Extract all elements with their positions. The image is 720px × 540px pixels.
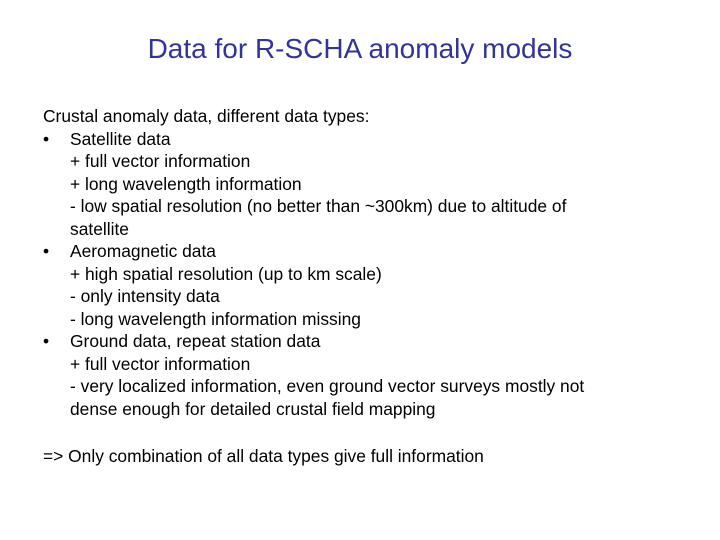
bullet-icon: • bbox=[43, 128, 50, 149]
bullet-icon: • bbox=[43, 241, 50, 261]
sub-line: - long wavelength information missing bbox=[70, 308, 361, 329]
sub-line: - only intensity data bbox=[70, 286, 220, 306]
bullet-label: Ground data, repeat station data bbox=[70, 331, 321, 351]
conclusion-text: => Only combination of all data types give full information bbox=[43, 446, 484, 466]
intro-text: Crustal anomaly data, different data types: bbox=[43, 106, 370, 126]
slide-title: Data for R-SCHA anomaly models bbox=[147, 33, 573, 64]
sub-line: + full vector information bbox=[70, 151, 251, 171]
spacer bbox=[43, 420, 683, 445]
bullet-label: Satellite data bbox=[70, 128, 171, 149]
bullet-label: Aeromagnetic data bbox=[70, 241, 216, 261]
sub-line: - very localized information, even ground vector surveys mostly not bbox=[70, 376, 585, 396]
sub-line: dense enough for detailed crustal field mapping bbox=[70, 398, 436, 419]
sub-line: - low spatial resolution (no better than ~300km) due to altitude of bbox=[70, 196, 567, 216]
bullet-icon: • bbox=[43, 331, 50, 351]
bullet-item-aeromagnetic bbox=[43, 240, 683, 263]
sub-line: + full vector information bbox=[70, 353, 251, 374]
slide-body bbox=[43, 105, 683, 468]
sub-line: + high spatial resolution (up to km scale) bbox=[70, 263, 382, 284]
bullet-item-ground bbox=[43, 330, 683, 353]
sub-line: + long wavelength information bbox=[70, 173, 302, 194]
sub-line: satellite bbox=[70, 218, 129, 239]
bullet-item-satellite bbox=[43, 128, 683, 151]
